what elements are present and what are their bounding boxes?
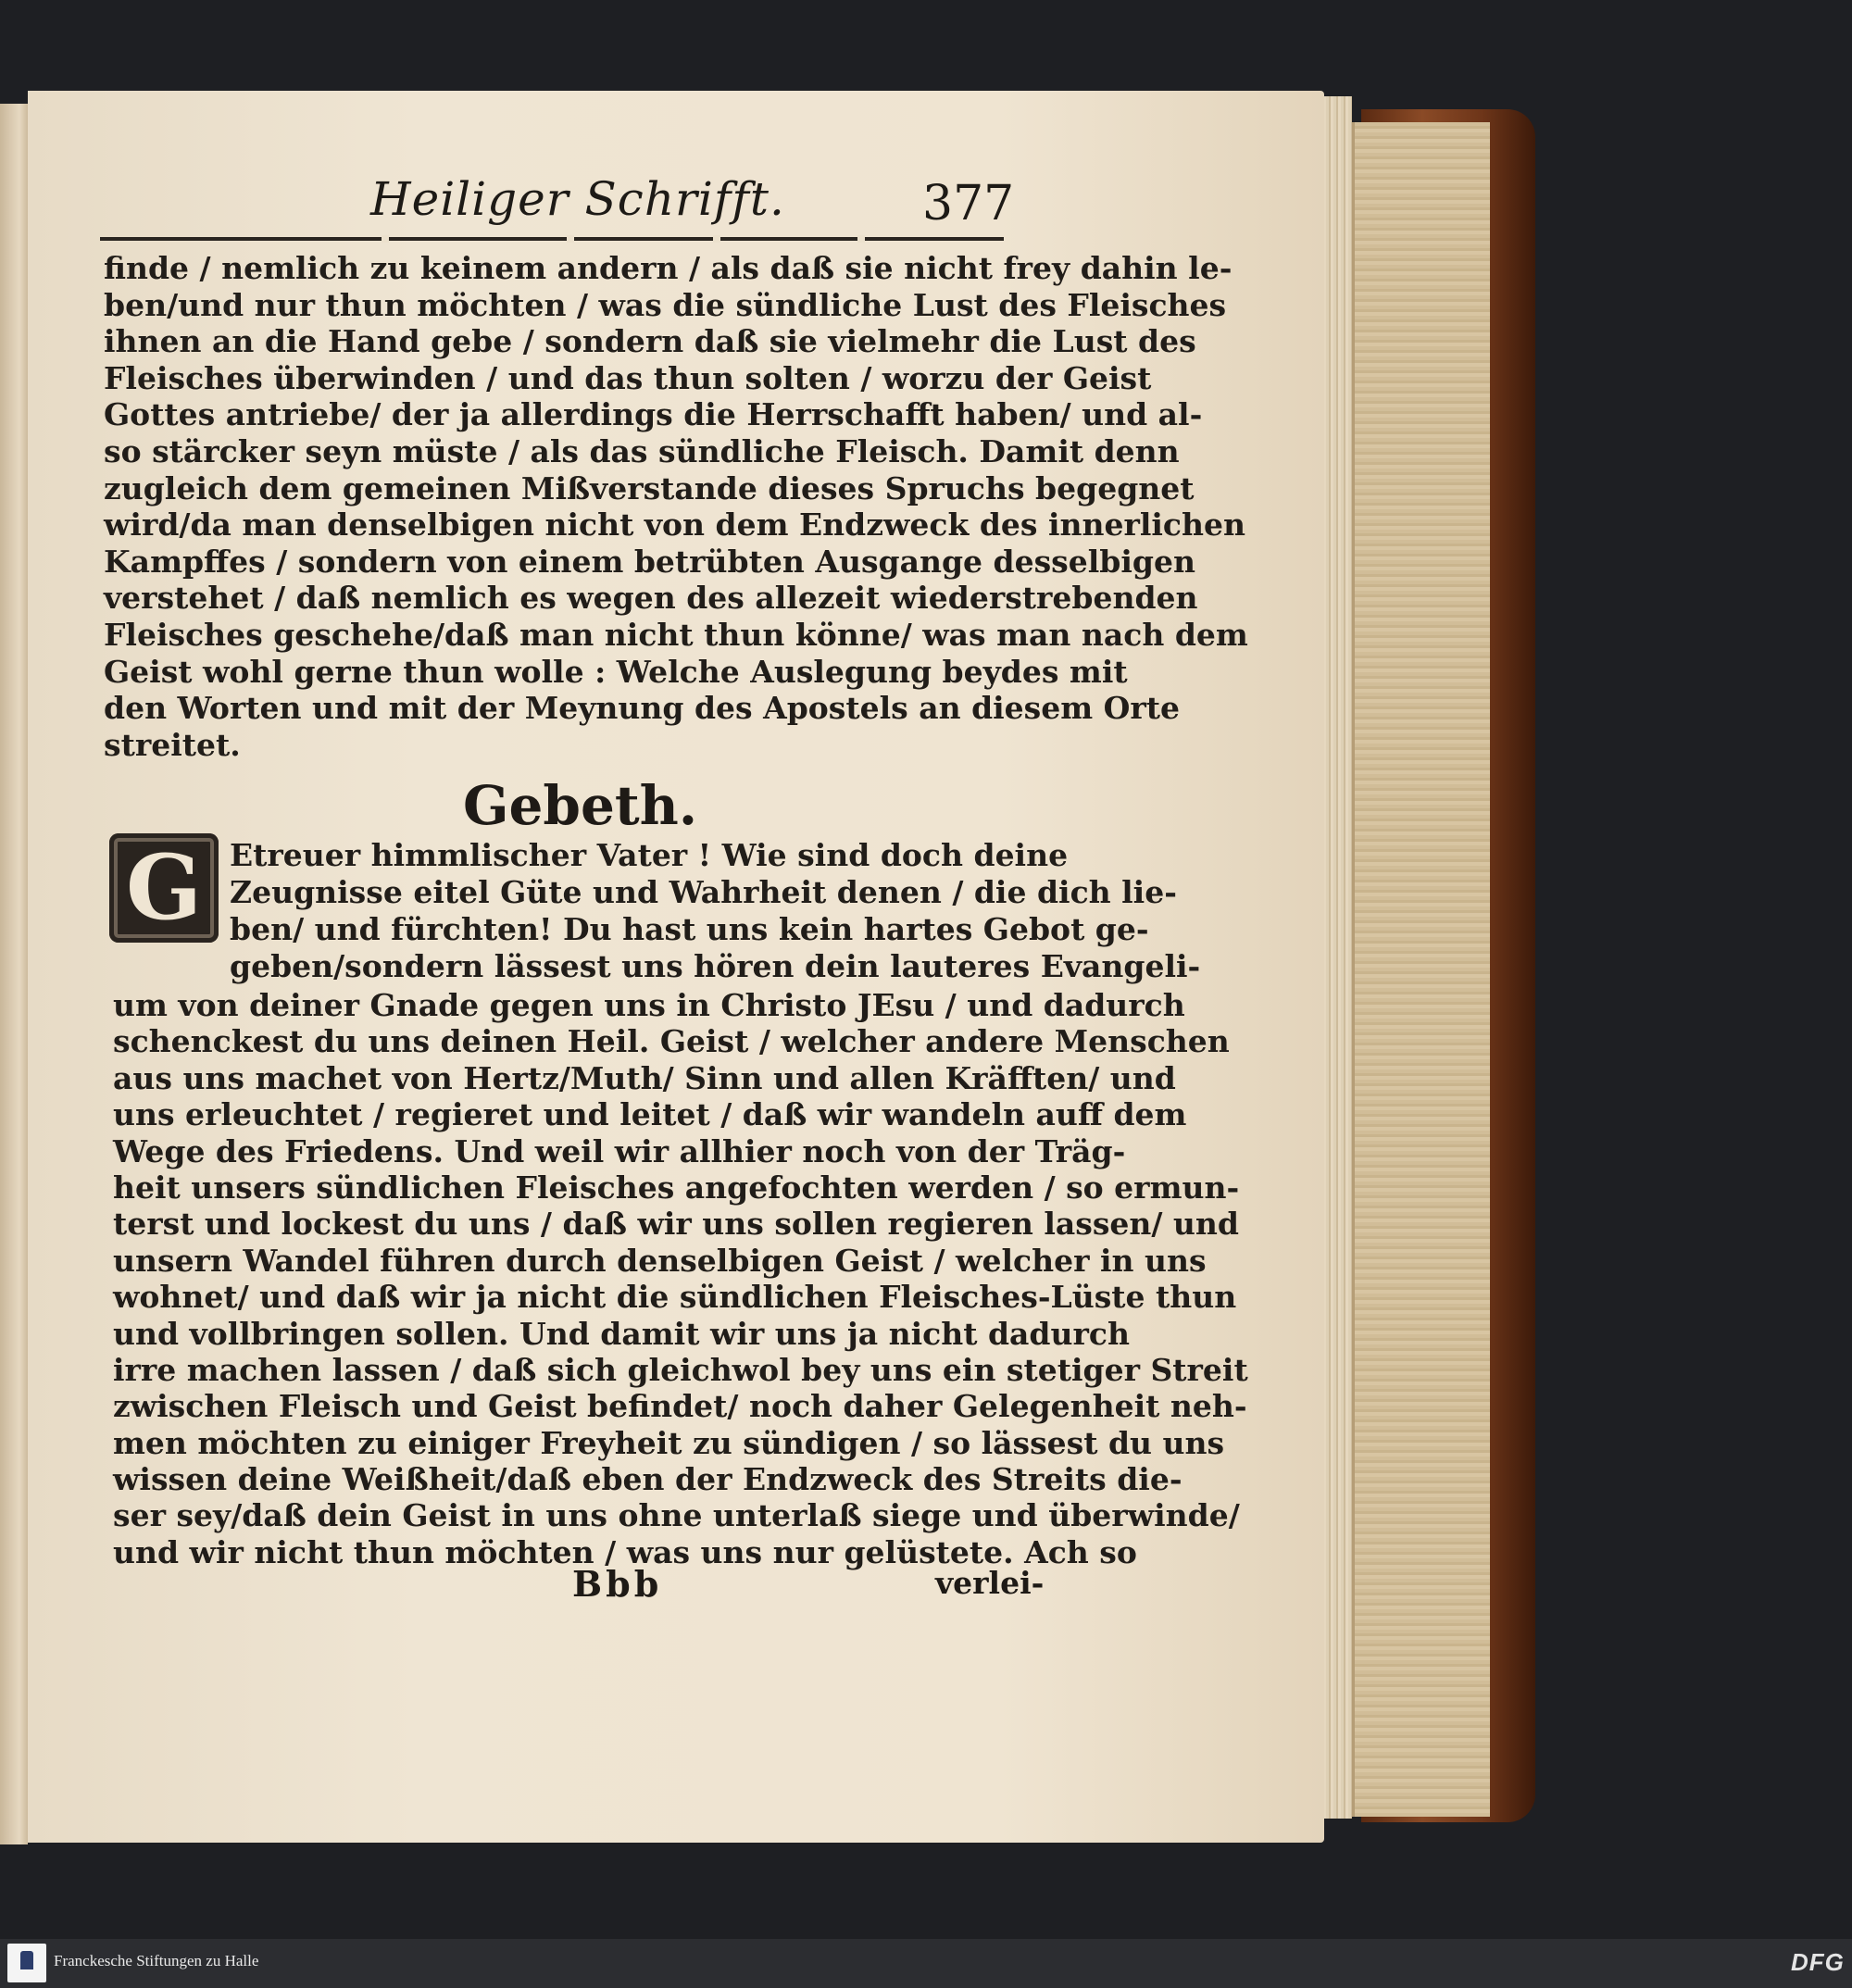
text-line: aus uns machet von Hertz/Muth/ Sinn und allen Kräfften/ und [113, 1059, 1176, 1096]
text-line: men möchten zu einiger Freyheit zu sündigen / so lässest du uns [113, 1424, 1225, 1461]
text-line: zugleich dem gemeinen Mißverstande dieses Spruchs begegnet [104, 469, 1195, 506]
text-line: finde / nemlich zu keinem andern / als daß sie nicht frey dahin le- [104, 250, 1233, 286]
text-line: heit unsers sündlichen Fleisches angefochten werden / so ermun- [113, 1169, 1240, 1206]
text-line: geben/sondern lässest uns hören dein lauteres Evangeli- [230, 948, 1201, 984]
text-line: ihnen an die Hand gebe / sondern daß sie vielmehr die Lust des [104, 323, 1196, 360]
text-line: Etreuer himmlischer Vater ! Wie sind doch deine [230, 837, 1069, 873]
text-line: Fleisches geschehe/daß man nicht thun könne/ was man nach dem [104, 616, 1248, 653]
text-line: ser sey/daß dein Geist in uns ohne unterlaß siege und überwinde/ [113, 1497, 1240, 1534]
text-line: Zeugnisse eitel Güte und Wahrheit denen / die dich lie- [230, 874, 1177, 910]
text-line: ben/ und fürchten! Du hast uns kein hartes Gebot ge- [230, 911, 1149, 947]
text-line: zwischen Fleisch und Geist befindet/ noch daher Gelegenheit neh- [113, 1388, 1247, 1425]
text-line: und wir nicht thun möchten / was uns nur gelüstete. Ach so [113, 1533, 1137, 1570]
text-line: Wege des Friedens. Und weil wir allhier noch von der Träg- [113, 1132, 1126, 1169]
institution-name: Franckesche Stiftungen zu Halle [54, 1952, 259, 1969]
dfg-logo: DFG [1791, 1948, 1845, 1976]
text-line: terst und lockest du uns / daß wir uns sollen regieren lassen/ und [113, 1206, 1239, 1243]
text-line: Fleisches überwinden / und das thun solten / worzu der Geist [104, 359, 1152, 396]
text-line: Geist wohl gerne thun wolle : Welche Auslegung beydes mit [104, 653, 1128, 690]
text-line: Gottes antriebe/ der ja allerdings die Herrschafft haben/ und al- [104, 396, 1203, 433]
text-line: wird/da man denselbigen nicht von dem Endzweck des innerlichen [104, 506, 1246, 544]
text-line: Kampffes / sondern von einem betrübten Ausgange desselbigen [104, 543, 1195, 580]
text-line: schenckest du uns deinen Heil. Geist / welcher andere Menschen [113, 1023, 1230, 1060]
text-line: ben/und nur thun möchten / was die sündliche Lust des Fleisches [104, 286, 1227, 323]
page-fore-edge [1352, 122, 1490, 1817]
header-rule-break [382, 235, 389, 243]
previous-page-edge [0, 104, 28, 1844]
text-line: und vollbringen sollen. Und damit wir uns ja nicht dadurch [113, 1315, 1130, 1352]
page-number: 377 [922, 176, 1015, 231]
text-line: so stärcker seyn müste / als das sündliche Fleisch. Damit denn [104, 432, 1180, 469]
header-rule-break [567, 235, 574, 243]
prayer-text-indented [230, 837, 1201, 985]
header-rule [100, 237, 1004, 241]
section-heading: Gebeth. [463, 774, 698, 837]
viewer-footer-bar [0, 1939, 1852, 1988]
prayer-text [113, 987, 1248, 1570]
body-text [104, 250, 1248, 763]
text-line: den Worten und mit der Meynung des Apostels an diesem Orte [104, 690, 1181, 727]
text-line: um von deiner Gnade gegen uns in Christo JEsu / und dadurch [113, 987, 1185, 1023]
catchword: verlei- [935, 1565, 1045, 1601]
text-line: streitet. [104, 726, 241, 763]
text-line: unsern Wandel führen durch denselbigen Geist / welcher in uns [113, 1242, 1207, 1279]
header-rule-break [857, 235, 865, 243]
text-line: irre machen lassen / daß sich gleichwol bey uns ein stetiger Streit [113, 1351, 1248, 1388]
institution-logo-icon[interactable] [7, 1944, 46, 1982]
text-line: uns erleuchtet / regieret und leitet / daß wir wandeln auff dem [113, 1096, 1187, 1133]
running-header-title: Heiliger Schrifft. [370, 172, 785, 226]
text-line: verstehet / daß nemlich es wegen des allezeit wiederstrebenden [104, 580, 1198, 617]
signature-mark: Bbb [572, 1563, 663, 1605]
text-line: wohnet/ und daß wir ja nicht die sündlichen Fleisches-Lüste thun [113, 1279, 1237, 1316]
text-line: wissen deine Weißheit/daß eben der Endzweck des Streits die- [113, 1461, 1183, 1498]
decorated-initial: G [109, 833, 219, 943]
header-rule-break [713, 235, 720, 243]
